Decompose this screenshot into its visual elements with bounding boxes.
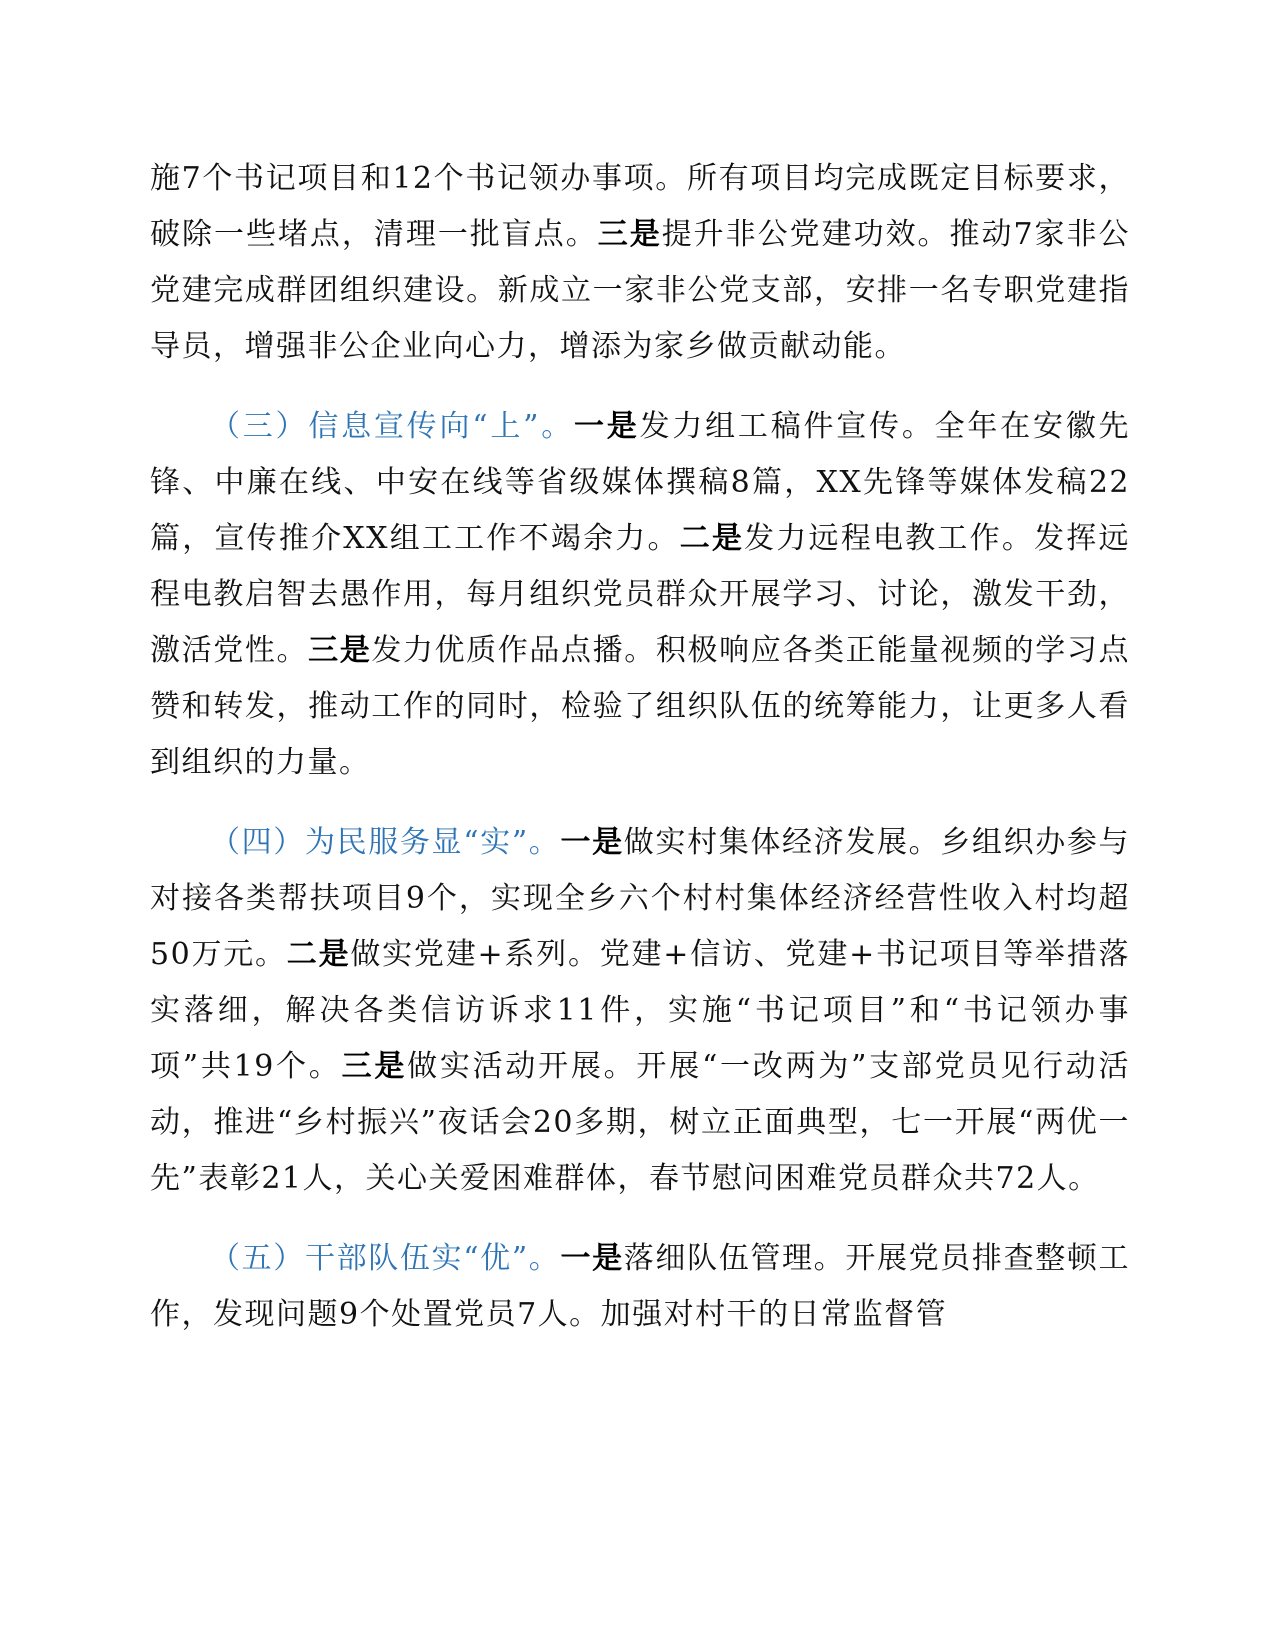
paragraph-text: 提升非公党建功效。推动7家非公党建完成群团组织建设。新成立一家非公党支部，安排一名专职党建指导员，增强非公企业向心力，增添为家乡做贡献动能。	[150, 217, 1131, 364]
section-heading-5: （五）干部队伍实“优”。	[210, 1241, 561, 1276]
paragraph-continuation	[150, 151, 1130, 375]
paragraph-info-publicity	[150, 399, 1130, 791]
bold-lead-one: 一是	[560, 1241, 624, 1276]
paragraph-text: 落细队伍管理。开展党员排查整顿工作，发现问题9个处置党员7人。加强对村干的日常监督管	[150, 1241, 1131, 1332]
document-body	[150, 151, 1130, 1367]
paragraph-text: 做实村集体经济发展。乡组织办参与对接各类帮扶项目9个，实现全乡六个村村集体经济经营性收入村均超50万元。	[150, 825, 1131, 972]
paragraph-text: 做实活动开展。开展“一改两为”支部党员见行动活动，推进“乡村振兴”夜话会20多期，树立正面典型，七一开展“两优一先”表彰21人，关心关爱困难群体，春节慰问困难党员群众共72人。	[150, 1049, 1131, 1196]
bold-lead-two: 二是	[286, 937, 351, 972]
paragraph-text: 施7个书记项目和12个书记领办事项。所有项目均完成既定目标要求，破除一些堵点，清理一批盲点。	[150, 161, 1130, 252]
paragraph-public-service	[150, 815, 1130, 1207]
paragraph-text: 发力远程电教工作。发挥远程电教启智去愚作用，每月组织党员群众开展学习、讨论，激发干劲，激活党性。	[150, 521, 1131, 668]
paragraph-cadre-team	[150, 1231, 1130, 1343]
bold-lead-three: 三是	[597, 217, 662, 252]
bold-lead-three: 三是	[341, 1049, 408, 1084]
bold-lead-two: 二是	[679, 521, 745, 556]
bold-lead-three: 三是	[308, 633, 372, 668]
section-heading-4: （四）为民服务显“实”。	[210, 825, 561, 860]
paragraph-text: 做实党建+系列。党建+信访、党建+书记项目等举措落实落细，解决各类信访诉求11件，实施“书记项目”和“书记领办事项”共19个。	[150, 937, 1130, 1084]
bold-lead-one: 一是	[560, 825, 624, 860]
bold-lead-one: 一是	[574, 409, 640, 444]
section-heading-3: （三）信息宣传向“上”。	[210, 409, 575, 444]
paragraph-text: 发力组工稿件宣传。全年在安徽先锋、中廉在线、中安在线等省级媒体撰稿8篇，XX先锋等媒体发稿22篇，宣传推介XX组工工作不竭余力。	[150, 409, 1130, 556]
paragraph-text: 发力优质作品点播。积极响应各类正能量视频的学习点赞和转发，推动工作的同时，检验了组织队伍的统筹能力，让更多人看到组织的力量。	[150, 633, 1131, 780]
